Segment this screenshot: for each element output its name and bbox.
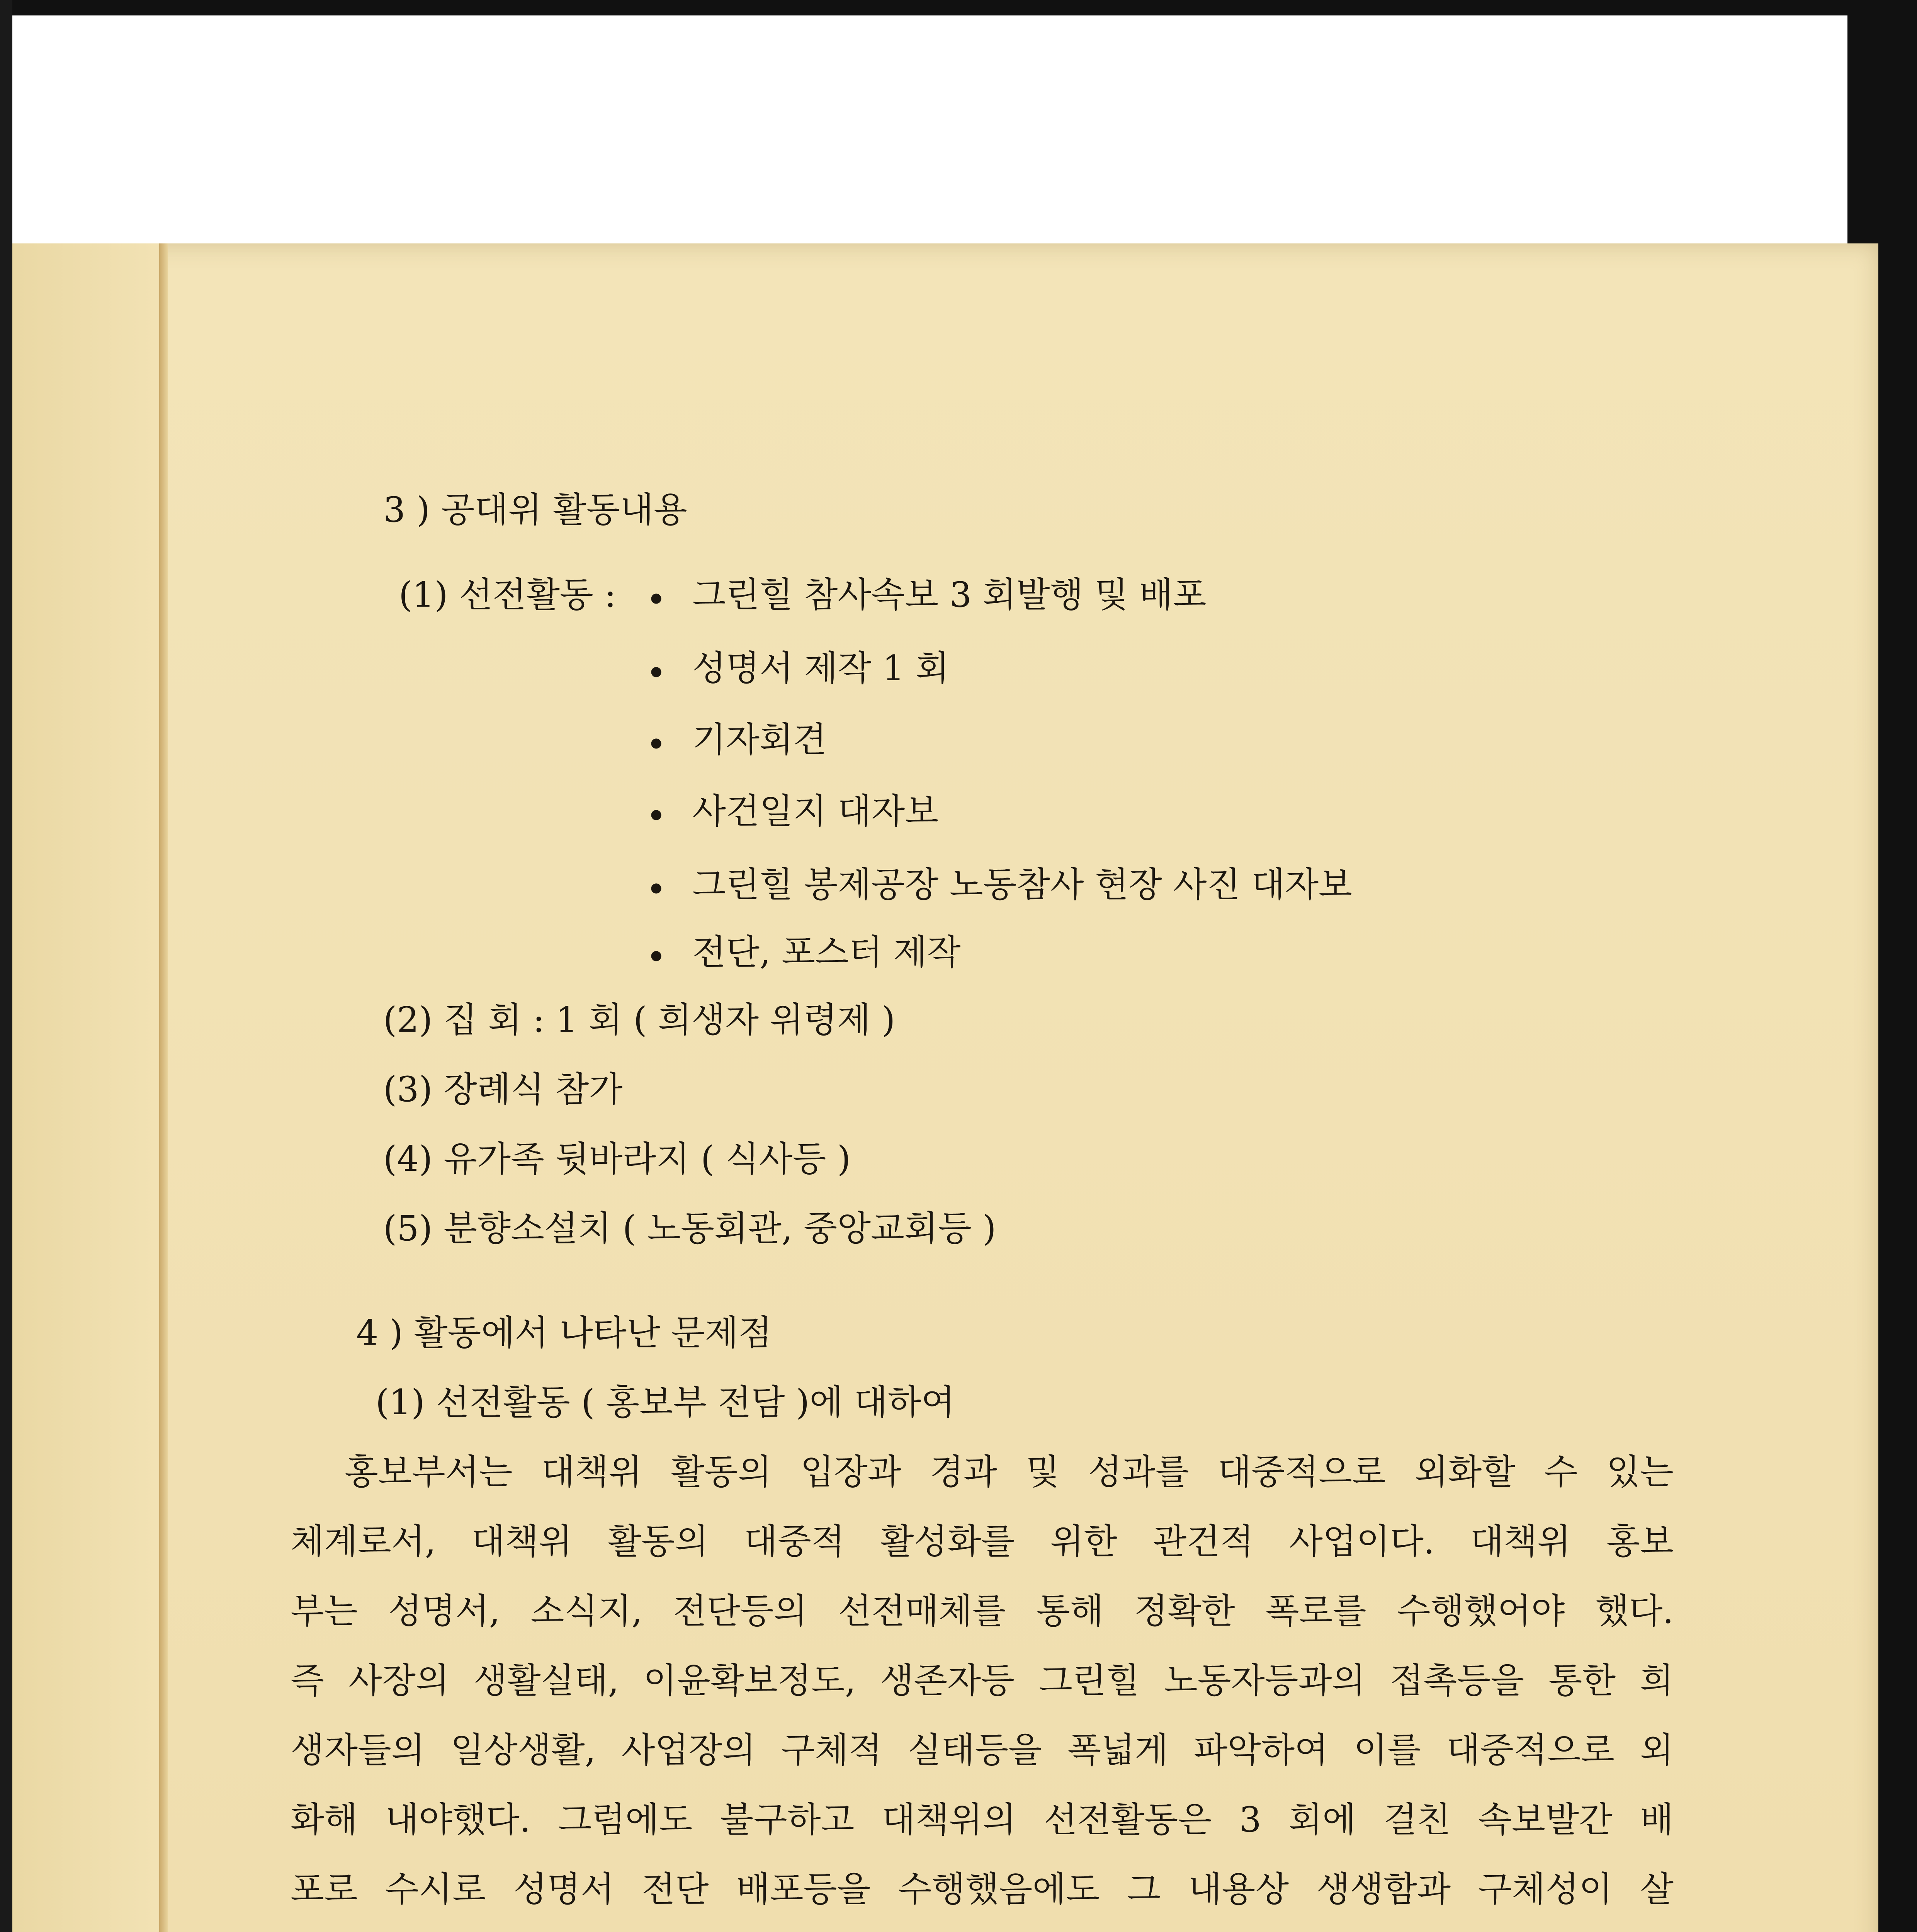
list-item: (2) 집 회 : 1 회 ( 희생자 위령제 ): [383, 1000, 896, 1040]
bullet-icon: •: [646, 796, 667, 837]
bullet-item: 전단, 포스터 제작: [692, 932, 961, 973]
section-heading: 4 ) 활동에서 나타난 문제점: [356, 1313, 772, 1353]
paragraph-line: 생자들의 일상생활, 사업장의 구체적 실태등을 폭넓게 파악하여 이를 대중적으로 외: [291, 1730, 1674, 1770]
bullet-item: 성명서 제작 1 회: [692, 648, 949, 689]
list-item: (3) 장례식 참가: [383, 1069, 623, 1110]
list-item: (4) 유가족 뒷바라지 ( 식사등 ): [383, 1139, 851, 1179]
page-text: [12, 243, 1878, 1932]
paragraph-line: 부는 성명서, 소식지, 전단등의 선전매체를 통해 정확한 폭로를 수행했어야 했다.: [291, 1591, 1674, 1631]
paragraph-line: 즉 사장의 생활실태, 이윤확보정도, 생존자등 그린힐 노동자등과의 접촉등을 통한 희: [291, 1660, 1674, 1701]
paragraph-line: 홍보부서는 대책위 활동의 입장과 경과 및 성과를 대중적으로 외화할 수 있는: [345, 1452, 1674, 1492]
item-1-label: (1) 선전활동 :: [399, 575, 616, 615]
section-heading: 3 ) 공대위 활동내용: [383, 490, 687, 530]
list-item: (5) 분향소설치 ( 노동회관, 중앙교회등 ): [383, 1208, 996, 1249]
bullet-icon: •: [646, 937, 667, 978]
document-page: [12, 243, 1878, 1932]
bullet-item: 그린힐 봉제공장 노동참사 현장 사진 대자보: [692, 864, 1352, 905]
bullet-icon: •: [646, 724, 667, 765]
paragraph-line: 체계로서, 대책위 활동의 대중적 활성화를 위한 관건적 사업이다. 대책위 홍보: [291, 1521, 1674, 1562]
bullet-item: 사건일지 대자보: [692, 791, 939, 832]
paragraph-line: 포로 수시로 성명서 전단 배포등을 수행했음에도 그 내용상 생생함과 구체성이 살: [291, 1869, 1674, 1910]
scan-top-edge: [0, 0, 1917, 15]
bullet-item: 기자회견: [692, 719, 827, 760]
bullet-icon: •: [646, 580, 667, 620]
bullet-item: 그린힐 참사속보 3 회발행 및 배포: [692, 575, 1207, 615]
bullet-icon: •: [646, 869, 667, 910]
paragraph-line: 화해 내야했다. 그럼에도 불구하고 대책위의 선전활동은 3 회에 걸친 속보발간 배: [291, 1799, 1674, 1840]
bullet-icon: •: [646, 653, 667, 694]
scan-left-edge: [0, 0, 12, 1932]
subsection-heading: (1) 선전활동 ( 홍보부 전담 )에 대하여: [376, 1382, 955, 1423]
